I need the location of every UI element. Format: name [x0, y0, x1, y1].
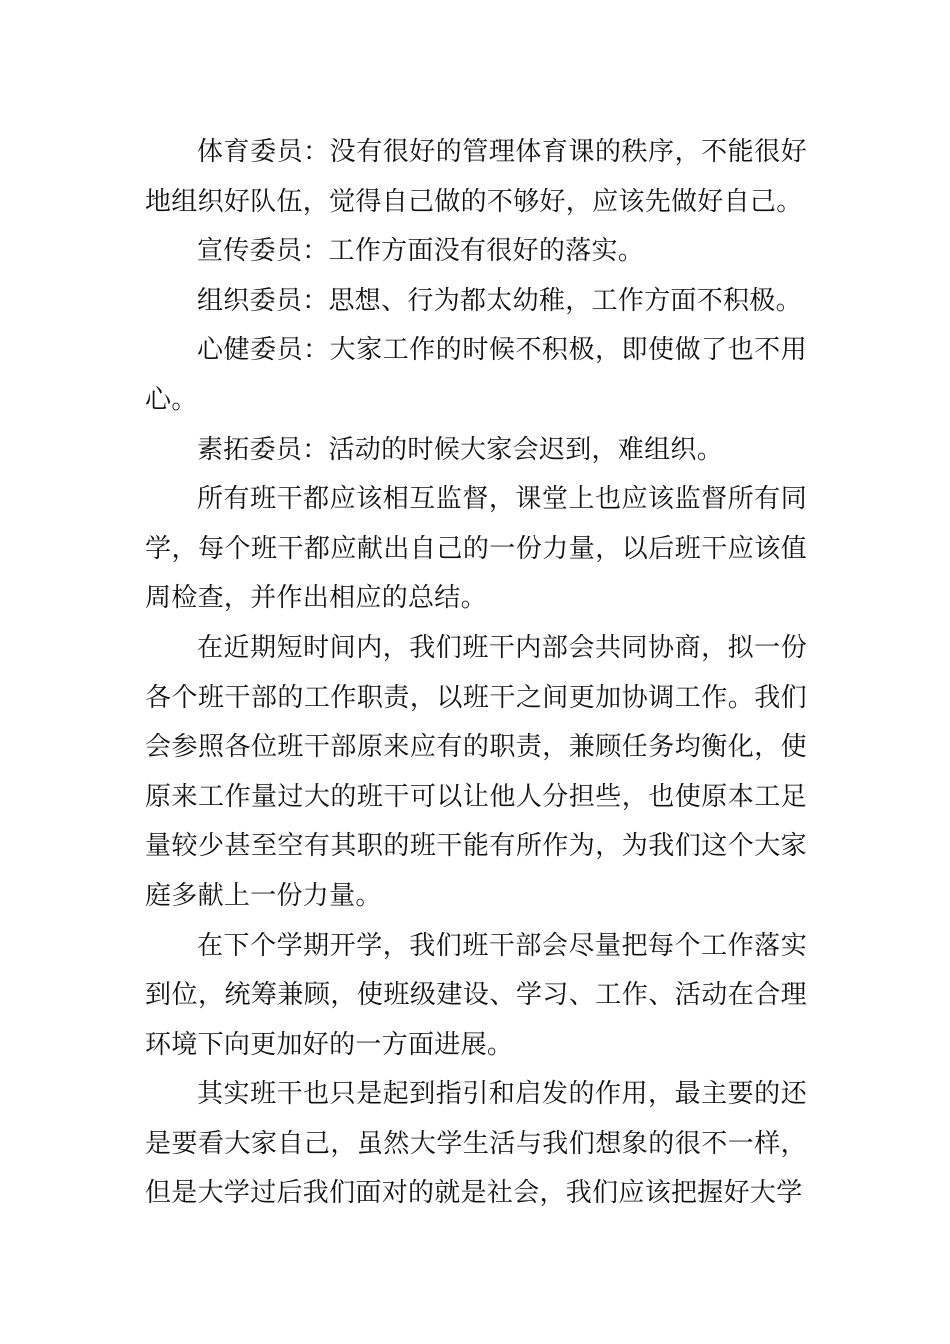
paragraph-sports-committee: 体育委员：没有很好的管理体育课的秩序，不能很好地组织好队伍，觉得自己做的不够好，应该先做好自己。 — [145, 137, 807, 217]
paragraph-publicity-committee: 宣传委员：工作方面没有很好的落实。 — [197, 236, 645, 267]
paragraph-conclusion: 其实班干也只是起到指引和启发的作用，最主要的还是要看大家自己，虽然大学生活与我们想象的很不一样，但是大学过后我们面对的就是社会，我们应该把握好大学 — [145, 1079, 807, 1209]
paragraph-mutual-supervision: 所有班干都应该相互监督，课堂上也应该监督所有同学，每个班干都应献出自己的一份力量，以后班干应该值周检查，并作出相应的总结。 — [145, 484, 807, 614]
document-body — [145, 128, 807, 1219]
paragraph-next-semester: 在下个学期开学，我们班干部会尽量把每个工作落实到位，统筹兼顾，使班级建设、学习、工作、活动在合理环境下向更加好的一方面进展。 — [145, 930, 807, 1060]
paragraph-short-term-plan: 在近期短时间内，我们班干内部会共同协商，拟一份各个班干部的工作职责，以班干之间更加协调工作。我们会参照各位班干部原来应有的职责，兼顾任务均衡化，使原来工作量过大的班干可以让他人分担些，也使原本工足量较少甚至空有其职的班干能有所作为，为我们这个大家庭多献上一份力量。 — [145, 632, 807, 911]
paragraph-mental-health-committee: 心健委员：大家工作的时候不积极，即使做了也不用心。 — [145, 335, 807, 415]
paragraph-outreach-committee: 素拓委员：活动的时候大家会迟到，难组织。 — [197, 434, 724, 465]
paragraph-organization-committee: 组织委员：思想、行为都太幼稚，工作方面不积极。 — [197, 285, 802, 316]
